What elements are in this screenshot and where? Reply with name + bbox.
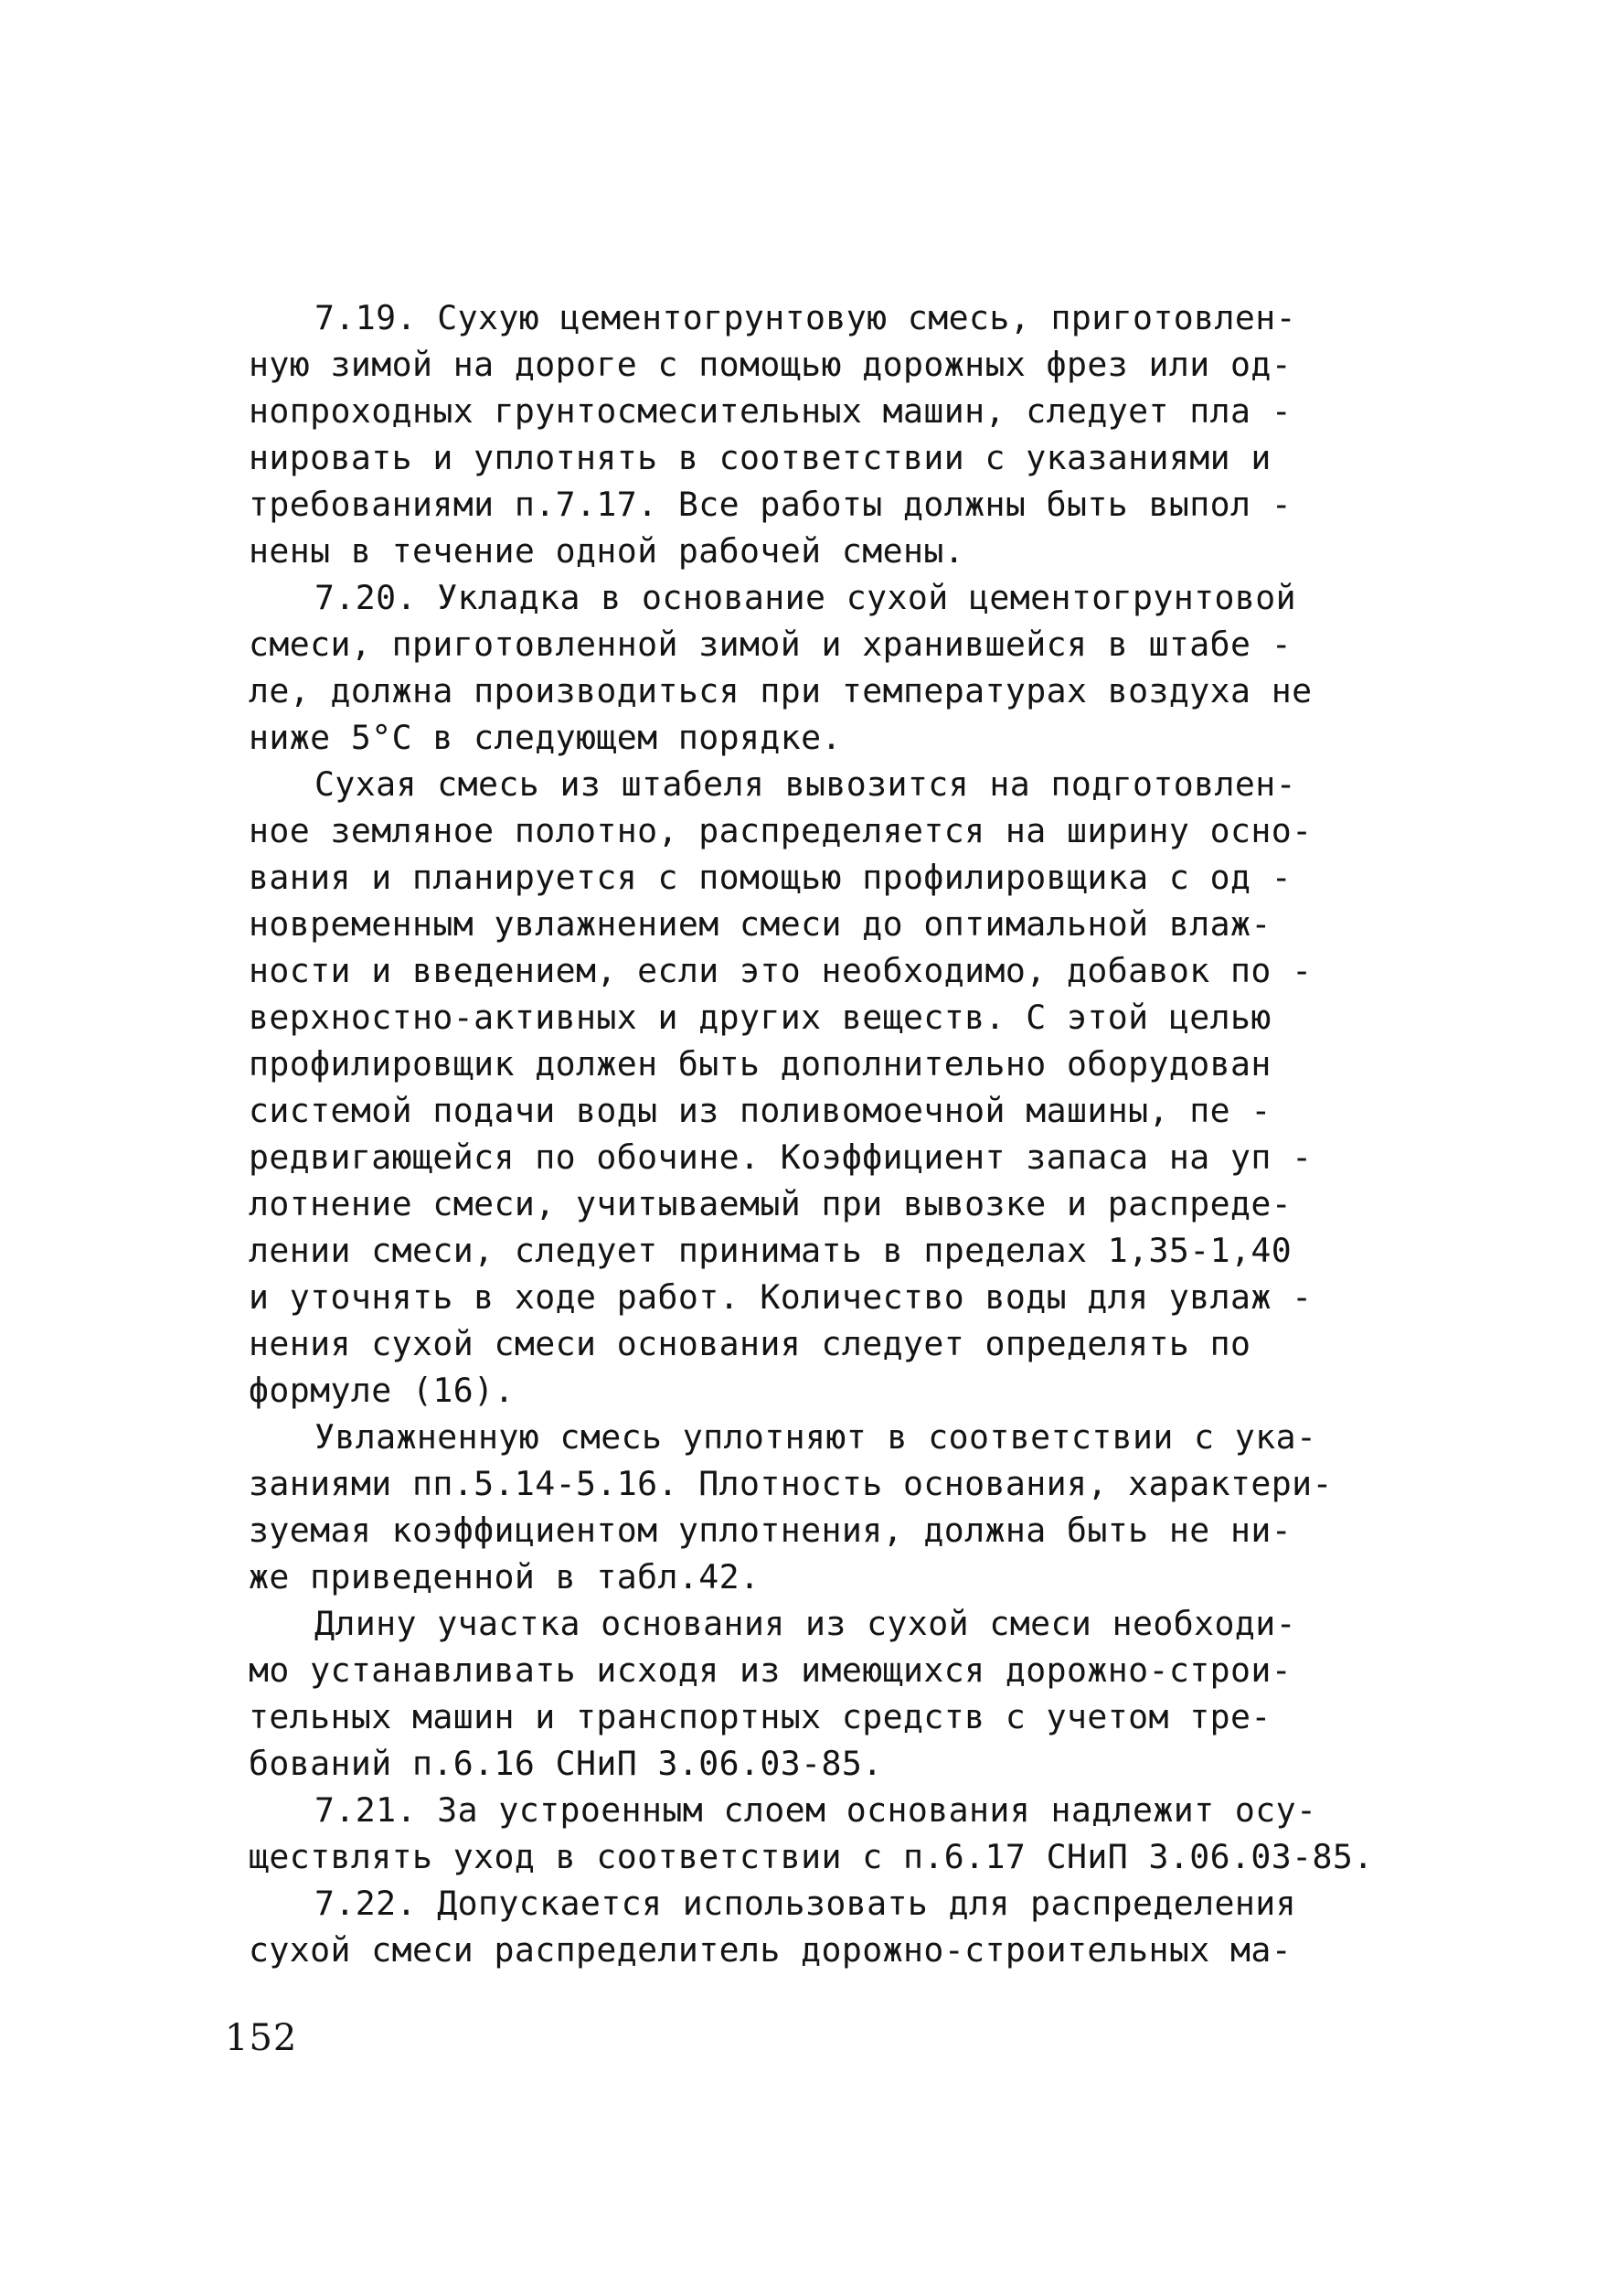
text-line: и уточнять в ходе работ. Количество воды для увлаж - [249,1277,1313,1317]
text-line: сухой смеси распределитель дорожно-строительных ма- [249,1930,1293,1970]
text-line: ности и введением, если это необходимо, добавок по - [249,951,1313,990]
text-line: верхностно-активных и других веществ. С этой целью [249,998,1272,1037]
text-line: профилировщик должен быть дополнительно оборудован [249,1044,1272,1084]
text-line: вания и планируется с помощью профилировщика с од - [249,858,1293,897]
text-line: лении смеси, следует принимать в пределах 1,35-1,40 [249,1231,1293,1270]
text-line: 7.22. Допускается использовать для распределения [314,1884,1296,1923]
text-line: 7.19. Сухую цементогрунтовую смесь, приготовлен- [314,298,1296,337]
text-line: нировать и уплотнять в соответствии с указаниями и [249,438,1272,477]
text-line: бований п.6.16 СНиП 3.06.03-85. [249,1744,883,1783]
text-line: ле, должна производиться при температурах воздуха не [249,671,1313,710]
text-line: нены в течение одной рабочей смены. [249,531,965,571]
text-line: же приведенной в табл.42. [249,1557,761,1597]
text-line: Длину участка основания из сухой смеси необходи- [314,1604,1296,1643]
text-line: ную зимой на дороге с помощью дорожных фрез или од- [249,345,1293,384]
text-line: зуемая коэффициентом уплотнения, должна быть не ни- [249,1511,1293,1550]
text-line: тельных машин и транспортных средств с учетом тре- [249,1697,1272,1736]
text-line: требованиями п.7.17. Все работы должны быть выпол - [249,485,1293,524]
text-line: новременным увлажнением смеси до оптимальной влаж- [249,904,1272,944]
text-line: формуле (16). [249,1371,515,1410]
text-line: ществлять уход в соответствии с п.6.17 СНиП 3.06.03-85. [249,1837,1374,1876]
text-line: системой подачи воды из поливомоечной машины, пе - [249,1091,1272,1130]
text-line: ниже 5°С в следующем порядке. [249,718,842,757]
text-line: нения сухой смеси основания следует определять по [249,1324,1251,1363]
body-text [249,294,1437,1973]
text-line: Сухая смесь из штабеля вывозится на подготовлен- [314,764,1296,804]
text-line: редвигающейся по обочине. Коэффициент запаса на уп - [249,1137,1313,1177]
text-line: лотнение смеси, учитываемый при вывозке и распреде- [249,1184,1293,1223]
text-line: 7.20. Укладка в основание сухой цементогрунтовой [314,578,1296,617]
text-line: нопроходных грунтосмесительных машин, следует пла - [249,391,1293,431]
text-line: смеси, приготовленной зимой и хранившейся в штабе - [249,625,1293,664]
text-line: 7.21. За устроенным слоем основания надлежит осу- [314,1790,1317,1830]
text-line: ное земляное полотно, распределяется на ширину осно- [249,811,1313,850]
text-line: Увлажненную смесь уплотняют в соответствии с ука- [314,1417,1317,1457]
text-line: мо устанавливать исходя из имеющихся дорожно-строи- [249,1650,1293,1690]
text-line: заниями пп.5.14-5.16. Плотность основания, характери- [249,1464,1333,1503]
page-number: 152 [225,2017,298,2059]
